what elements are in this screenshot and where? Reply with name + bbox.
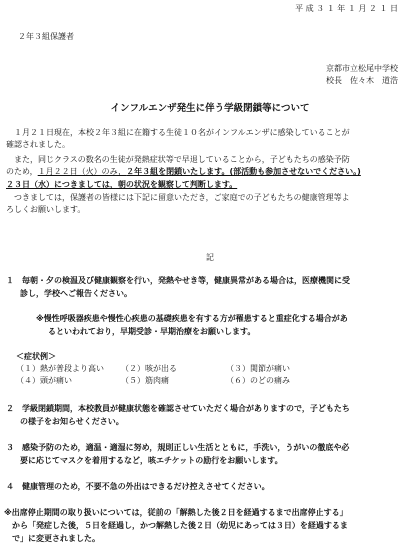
intro-p1-line1: １月２１日現在，本校２年３組に在籍する生徒１０名がインフルエンザに感染していることが — [14, 128, 350, 137]
symptoms-row1 — [16, 364, 331, 374]
intro-p2-line1: また，同じクラスの数名の生徒が発熱症状等で早退していることから，子どもたちの感染予防 — [14, 155, 350, 164]
ki-heading: 記 — [206, 253, 214, 262]
item3-line1: ３ 感染予防のため，適温・適湿に努め，規則正しい生活とともに，手洗い，うがいの徹底や必 — [6, 443, 350, 452]
item1-note-line2: るといわれており，早期受診・早期治療をお願いします。 — [48, 327, 256, 336]
footnote-line1: ※出席停止期間の取り扱いについては，従前の「解熱した後２日を経過するまで出席停止する」 — [4, 508, 348, 517]
intro-p2-prefix: のため， — [6, 167, 38, 176]
item4-line1: ４ 健康管理のため，不要不急の外出はできるだけ控えさせてください。 — [6, 482, 270, 491]
document-title: インフルエンザ発生に伴う学級閉鎖等について — [110, 103, 310, 114]
symptom-item: （２）咳が出る — [121, 364, 177, 373]
sender-principal: 校長 佐々木 道浩 — [326, 76, 398, 85]
judgement-note: につきましては，朝の状況を観察して判断します。 — [54, 180, 238, 189]
footnote-line2: から「発症した後，５日を経過し，かつ解熱した後２日（幼児にあっては３日）を経過するま — [4, 521, 348, 530]
sender-school: 京都市立松尾中学校 — [326, 64, 398, 73]
symptoms-row2 — [16, 376, 331, 386]
intro-p2-line3 — [6, 180, 237, 190]
item2-line2: の様子をお知らせください。 — [20, 417, 124, 426]
item1-line1: １ 毎朝・夕の検温及び健康観察を行い，発熱やせき等，健康異常がある場合は，医療機関に受 — [6, 276, 350, 285]
intro-p3-line1: つきましては，保護者の皆様には下記に留意いただき，ご家庭での子どもたちの健康管理等よ — [14, 193, 350, 202]
judgement-date: ２３日（水） — [6, 180, 54, 189]
item1-note-line1: ※慢性呼吸器疾患や慢性心疾患の基礎疾患を有する方が罹患すると重症化する場合があ — [36, 314, 348, 323]
item1-line2: 診し，学校へご報告ください。 — [20, 289, 132, 298]
symptom-item: （４）頭が痛い — [16, 376, 72, 385]
symptom-item: （１）熱が普段より高い — [16, 364, 104, 373]
closure-date: １月２２日（火）のみ， — [37, 167, 127, 176]
symptom-item: （６）のどの痛み — [226, 376, 290, 385]
item2-line1: ２ 学級閉鎖期間，本校教員が健康状態を確認させていただく場合がありますので，子どもたち — [6, 404, 350, 413]
notice-date: 平 成 ３ １ 年 １ 月 ２ １ 日 — [295, 4, 398, 13]
symptoms-heading: ＜症状例＞ — [16, 352, 56, 361]
intro-p1-line2: 確認されました。 — [6, 140, 70, 149]
symptom-item: （３）関節が痛い — [226, 364, 290, 373]
intro-p2-line2 — [6, 167, 361, 177]
recipient: ２年３組保護者 — [18, 32, 74, 41]
closure-announcement: ２年３組を閉鎖いたします。(部活動も参加させないでください。) — [126, 167, 361, 176]
item3-line2: 要に応じてマスクを着用するなど，咳エチケットの励行をお願いします。 — [20, 456, 283, 465]
intro-p3-line2: ろしくお願いします。 — [6, 205, 86, 214]
footnote-line3: で」に変更されました。 — [4, 534, 100, 543]
symptom-item: （５）筋肉痛 — [121, 376, 169, 385]
